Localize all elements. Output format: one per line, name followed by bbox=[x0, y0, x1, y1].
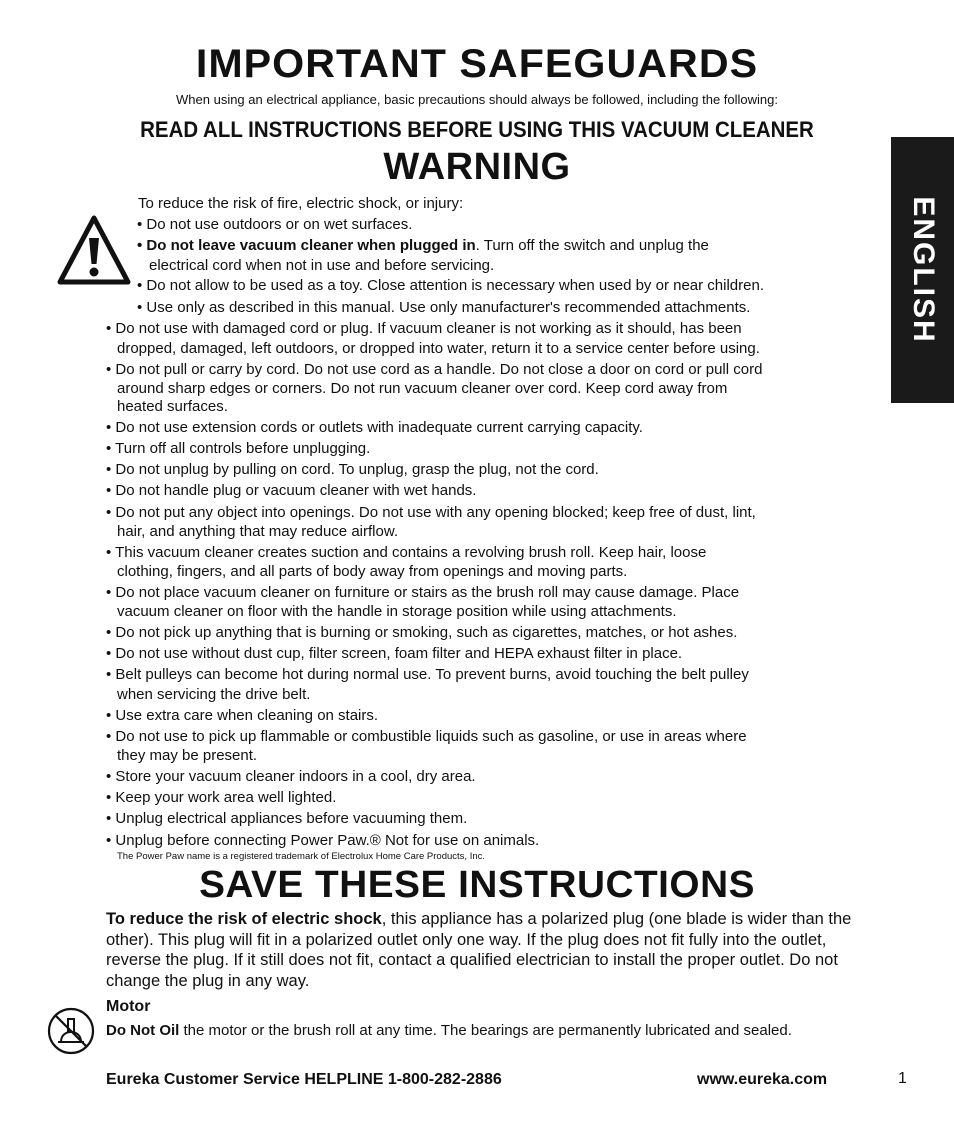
warning-line-text: hair, and anything that may reduce airflow. bbox=[117, 523, 399, 540]
warning-heading: WARNING bbox=[383, 146, 571, 188]
warning-line bbox=[149, 257, 494, 275]
warning-line bbox=[106, 810, 467, 828]
warning-line bbox=[106, 419, 643, 437]
warning-line-text: • Do not allow to be used as a toy. Close attention is necessary when used by or near children. bbox=[137, 277, 764, 294]
warning-line-text: • Do not unplug by pulling on cord. To unplug, grasp the plug, not the cord. bbox=[106, 461, 599, 478]
warning-line-text: • Do not use to pick up flammable or combustible liquids such as gasoline, or use in areas where bbox=[106, 728, 747, 745]
warning-line bbox=[106, 789, 336, 807]
warning-line bbox=[137, 237, 709, 255]
warning-line bbox=[117, 563, 627, 581]
warning-line bbox=[106, 645, 682, 663]
warning-line-text: around sharp edges or corners. Do not run vacuum cleaner over cord. Keep cord away from bbox=[117, 380, 728, 397]
warning-line-text: • Do not use extension cords or outlets with inadequate current carrying capacity. bbox=[106, 419, 643, 436]
warning-line bbox=[117, 686, 310, 704]
trademark-footnote: The Power Paw name is a registered trademark of Electrolux Home Care Products, Inc. bbox=[117, 851, 486, 862]
warning-line-text: when servicing the drive belt. bbox=[117, 686, 311, 703]
warning-line bbox=[117, 523, 398, 541]
warning-line-text: . Turn off the switch and unplug the bbox=[475, 237, 709, 254]
warning-line-text: heated surfaces. bbox=[117, 398, 228, 415]
warning-line bbox=[106, 440, 370, 458]
motor-paragraph bbox=[106, 1021, 826, 1041]
warning-line-text: • Do not pick up anything that is burning or smoking, such as cigarettes, matches, or hot ashes. bbox=[106, 624, 738, 641]
warning-line bbox=[117, 603, 677, 621]
warning-line bbox=[106, 320, 742, 338]
warning-triangle-icon bbox=[56, 212, 132, 288]
warning-line bbox=[117, 747, 257, 765]
warning-line-text: • This vacuum cleaner creates suction and contains a revolving brush roll. Keep hair, loose bbox=[106, 544, 707, 561]
warning-line bbox=[106, 728, 747, 746]
language-tab bbox=[891, 137, 954, 403]
warning-line-text: vacuum cleaner on floor with the handle in storage position while using attachments. bbox=[117, 603, 677, 620]
warning-line bbox=[106, 482, 476, 500]
warning-line-text: • Store your vacuum cleaner indoors in a cool, dry area. bbox=[106, 768, 476, 785]
page-title: IMPORTANT SAFEGUARDS bbox=[195, 42, 759, 86]
warning-line bbox=[137, 277, 764, 295]
read-all-heading: READ ALL INSTRUCTIONS BEFORE USING THIS VACUUM CLEANER bbox=[140, 117, 814, 142]
warning-line bbox=[117, 398, 228, 416]
warning-line bbox=[106, 707, 378, 725]
no-oil-icon bbox=[46, 1006, 96, 1056]
motor-heading: Motor bbox=[106, 998, 151, 1015]
warning-line-text: they may be present. bbox=[117, 747, 258, 764]
warning-line-text: clothing, fingers, and all parts of body away from openings and moving parts. bbox=[117, 563, 628, 580]
motor-text: the motor or the brush roll at any time. The bearings are permanently lubricated and sealed. bbox=[179, 1022, 792, 1039]
motor-lead: Do Not Oil bbox=[106, 1022, 180, 1039]
warning-line-text: To reduce the risk of fire, electric shock, or injury: bbox=[138, 195, 464, 212]
warning-line-text: • Do not put any object into openings. Do not use with any opening blocked; keep free of dust, lint, bbox=[106, 504, 756, 521]
intro-text: When using an electrical appliance, basic precautions should always be followed, including the following: bbox=[176, 92, 778, 107]
warning-line bbox=[106, 666, 749, 684]
warning-line-text: • Unplug electrical appliances before vacuuming them. bbox=[106, 810, 468, 827]
warning-line bbox=[106, 768, 476, 786]
warning-line-bold: • Do not leave vacuum cleaner when plugged in bbox=[137, 237, 476, 254]
warning-line-text: • Do not use without dust cup, filter screen, foam filter and HEPA exhaust filter in place. bbox=[106, 645, 683, 662]
helpline-text: Eureka Customer Service HELPLINE 1-800-282-2886 bbox=[106, 1071, 502, 1088]
warning-line-text: • Do not use outdoors or on wet surfaces. bbox=[137, 216, 413, 233]
warning-line-text: • Do not pull or carry by cord. Do not use cord as a handle. Do not close a door on cord or pull cord bbox=[106, 361, 763, 378]
warning-line-text: • Turn off all controls before unplugging. bbox=[106, 440, 371, 457]
warning-line-text: electrical cord when not in use and before servicing. bbox=[149, 257, 495, 274]
warning-line bbox=[137, 216, 412, 234]
language-tab-label: ENGLISH bbox=[906, 196, 940, 344]
warning-line-text: dropped, damaged, left outdoors, or dropped into water, return it to a service center before using. bbox=[117, 340, 760, 357]
warning-line-text: • Do not use with damaged cord or plug. If vacuum cleaner is not working as it should, has been bbox=[106, 320, 742, 337]
warning-line bbox=[117, 340, 760, 358]
warning-line bbox=[117, 380, 727, 398]
warning-line-text: • Do not place vacuum cleaner on furniture or stairs as the brush roll may cause damage. Place bbox=[106, 584, 740, 601]
page-number: 1 bbox=[898, 1070, 907, 1087]
electric-shock-paragraph bbox=[106, 909, 866, 991]
warning-line-text: • Unplug before connecting Power Paw.® Not for use on animals. bbox=[106, 832, 540, 849]
warning-line bbox=[106, 584, 739, 602]
website-text: www.eureka.com bbox=[697, 1071, 828, 1088]
warning-line bbox=[106, 361, 762, 379]
save-instructions-heading: SAVE THESE INSTRUCTIONS bbox=[199, 864, 755, 906]
warning-line bbox=[106, 832, 539, 850]
electric-shock-text: , this appliance has a polarized plug (one blade is wider than the other). This plug will fit in a polarized outlet only one way. If the plug does not fit fully into the outlet, reverse the plug. If it still does not fit, contact a qualified electrician to install the proper outlet. Do not change the plug in any way. bbox=[106, 910, 852, 990]
warning-line-text: • Use extra care when cleaning on stairs. bbox=[106, 707, 379, 724]
warning-line bbox=[106, 504, 756, 522]
warning-line bbox=[137, 299, 750, 317]
warning-line bbox=[106, 624, 737, 642]
electric-shock-lead: To reduce the risk of electric shock bbox=[106, 910, 382, 928]
warning-line-text: • Use only as described in this manual. Use only manufacturer's recommended attachments. bbox=[137, 299, 751, 316]
warning-line bbox=[106, 544, 706, 562]
warning-line bbox=[138, 195, 463, 213]
warning-line bbox=[106, 461, 599, 479]
warning-line-text: • Do not handle plug or vacuum cleaner with wet hands. bbox=[106, 482, 477, 499]
warning-line-text: • Keep your work area well lighted. bbox=[106, 789, 337, 806]
warning-line-text: • Belt pulleys can become hot during normal use. To prevent burns, avoid touching the belt pulley bbox=[106, 666, 749, 683]
